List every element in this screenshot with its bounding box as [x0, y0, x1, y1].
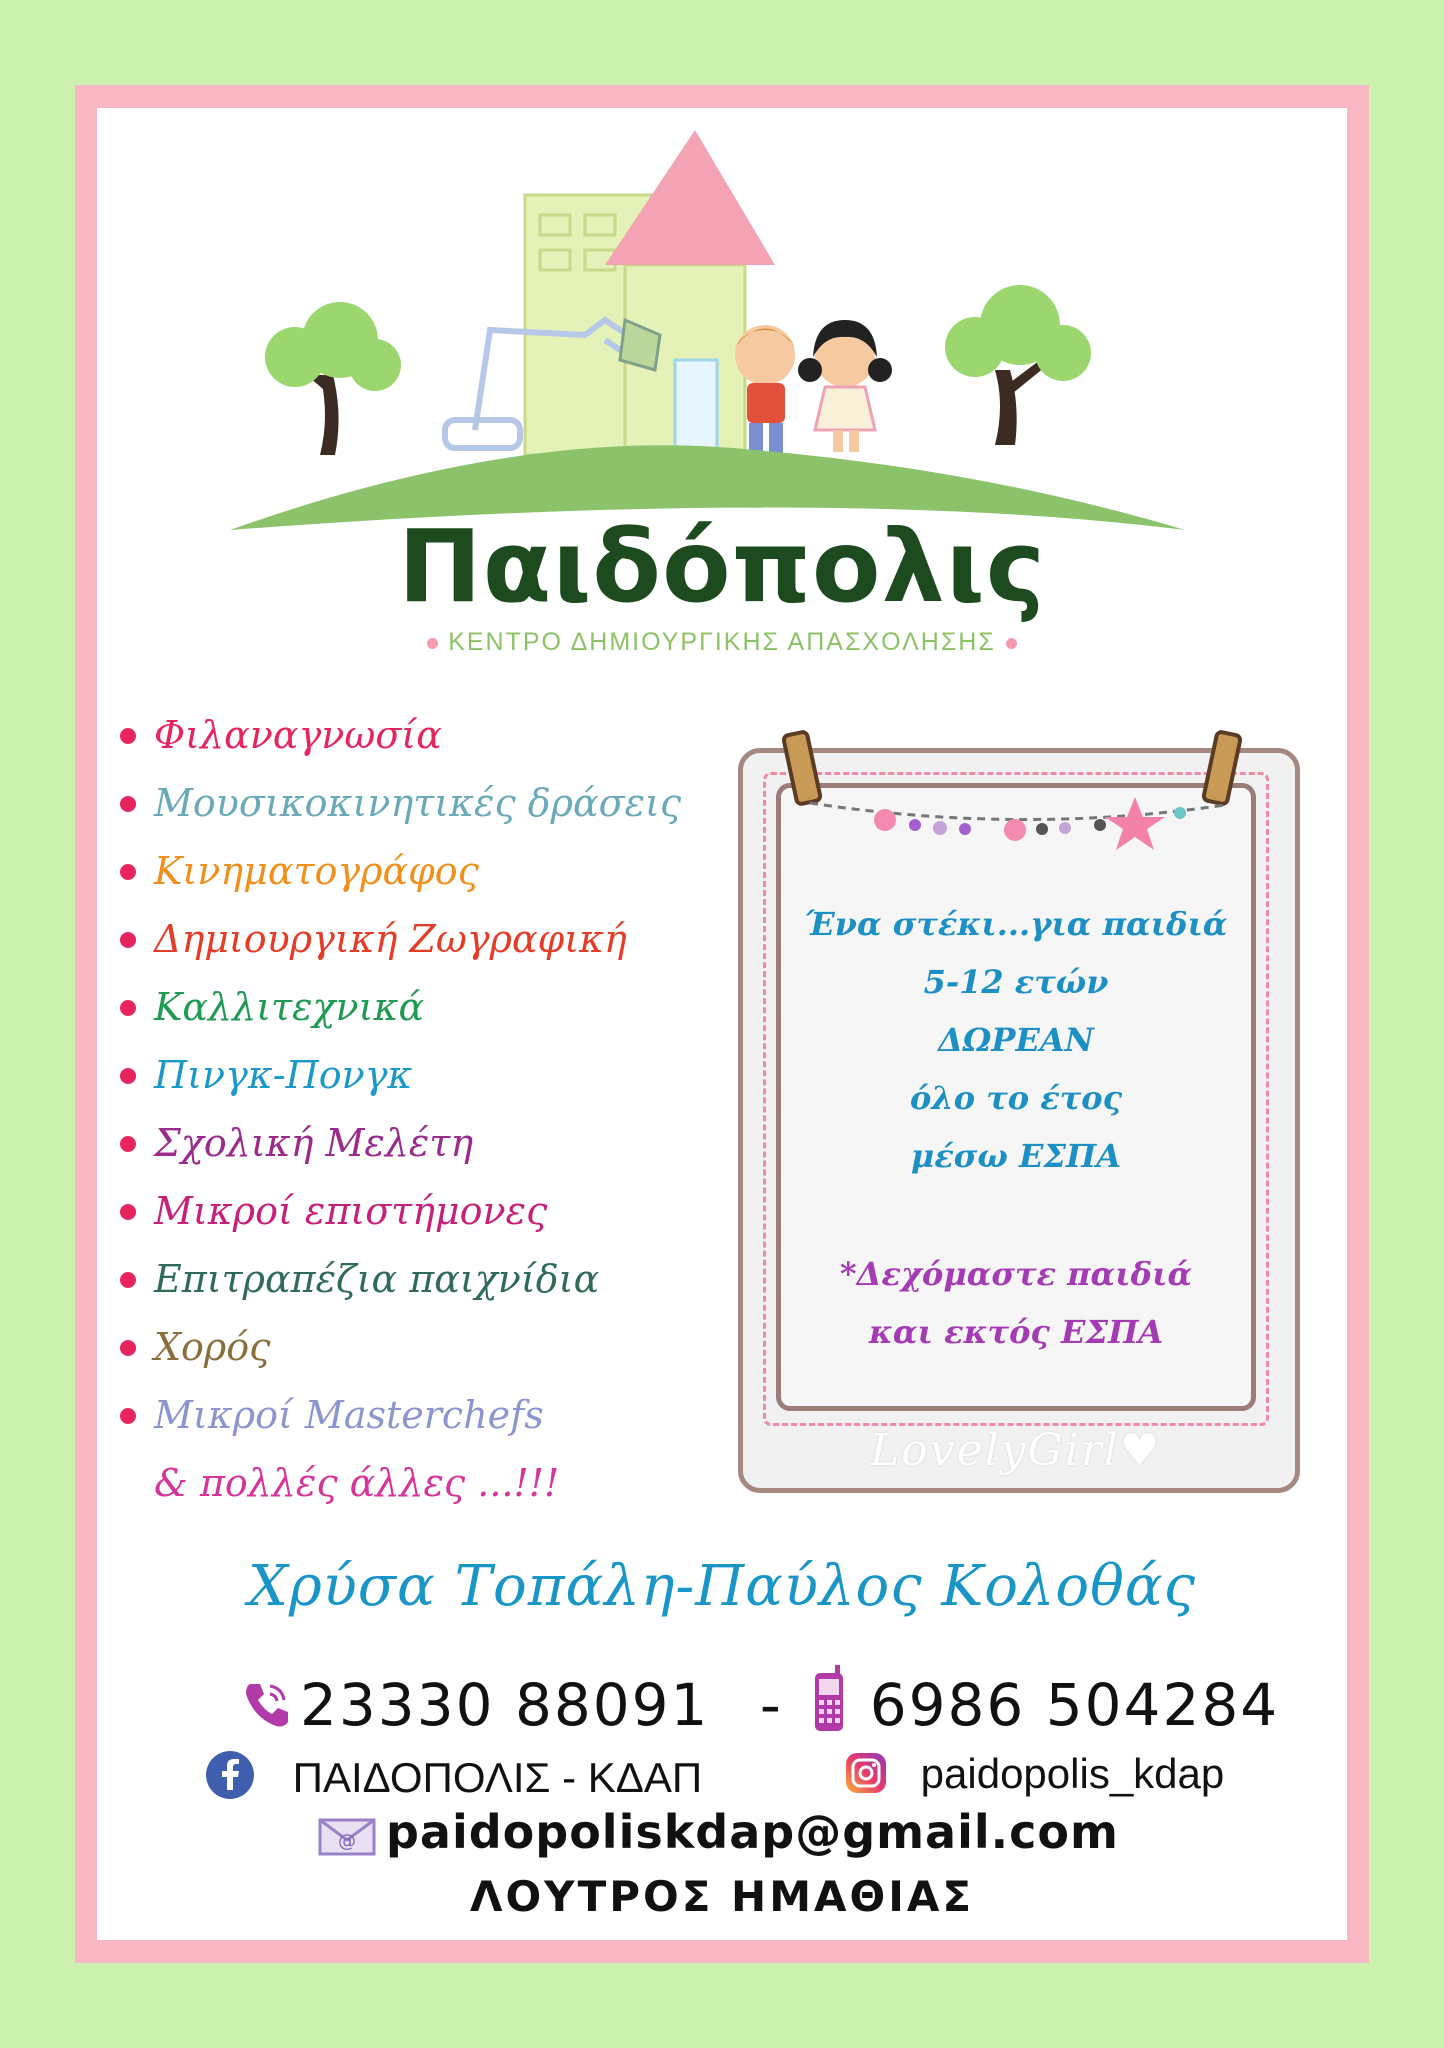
- activity-label: Μουσικοκινητικές δράσεις: [154, 781, 682, 825]
- phone-mobile[interactable]: 6986 504284: [869, 1671, 1280, 1739]
- note-line: Ένα στέκι...για παιδιά: [804, 905, 1228, 943]
- note-line: μέσω ΕΣΠΑ: [910, 1137, 1122, 1175]
- bullet-icon: [120, 932, 136, 948]
- bullet-icon: [120, 796, 136, 812]
- watermark: LovelyGirl♥: [870, 1425, 1162, 1476]
- note-decoration: [770, 725, 1270, 865]
- mobile-phone-icon: [809, 1665, 849, 1735]
- note-line: ΔΩΡΕΑΝ: [938, 1021, 1094, 1059]
- activity-item: [118, 980, 738, 1048]
- activity-label: Φιλαναγνωσία: [154, 713, 442, 757]
- activity-label: Χορός: [154, 1325, 271, 1369]
- girl-icon: [798, 320, 892, 452]
- phone-landline[interactable]: 23330 88091: [300, 1671, 710, 1739]
- activities-list: [118, 708, 738, 1524]
- facebook-icon: [205, 1750, 255, 1800]
- bullet-icon: [120, 1000, 136, 1016]
- activity-item: [118, 1456, 738, 1524]
- star-icon: [1105, 797, 1165, 850]
- email-icon: [318, 1816, 376, 1856]
- activity-label: & πολλές άλλες ...!!!: [154, 1461, 560, 1505]
- note-line: *Δεχόμαστε παιδιά: [839, 1255, 1193, 1293]
- activity-label: Κινηματογράφος: [154, 849, 479, 893]
- tree-right-icon: [945, 285, 1091, 445]
- activity-item: [118, 912, 738, 980]
- bullet-icon: [120, 1136, 136, 1152]
- bullet-icon: [120, 1068, 136, 1084]
- building-icon: [525, 130, 775, 455]
- instagram-icon: [845, 1752, 887, 1794]
- facebook-link[interactable]: [205, 1750, 702, 1802]
- facebook-label: ΠΑΙΔΟΠΟΛΙΣ - ΚΔΑΠ: [292, 1754, 703, 1801]
- tree-left-icon: [265, 302, 401, 455]
- phone-separator: -: [759, 1671, 783, 1739]
- svg-text:@: @: [338, 1831, 356, 1852]
- activity-item: [118, 1252, 738, 1320]
- activity-item: [118, 1388, 738, 1456]
- email-link[interactable]: paidopoliskdap@gmail.com: [386, 1805, 1119, 1859]
- instagram-label: paidopolis_kdap: [920, 1750, 1225, 1797]
- dot-icon: [427, 638, 438, 649]
- activity-item: [118, 1320, 738, 1388]
- activity-item: [118, 1184, 738, 1252]
- activity-label: Καλλιτεχνικά: [154, 985, 425, 1029]
- bullet-icon: [120, 1204, 136, 1220]
- activity-label: Σχολική Μελέτη: [154, 1121, 474, 1165]
- note-line: και εκτός ΕΣΠΑ: [868, 1313, 1164, 1351]
- activity-item: [118, 844, 738, 912]
- activity-label: Επιτραπέζια παιχνίδια: [154, 1257, 600, 1301]
- activity-item: [118, 1116, 738, 1184]
- activity-label: Μικροί επιστήμονες: [154, 1189, 548, 1233]
- clothespin-right-icon: [1203, 731, 1241, 804]
- activity-label: Πινγκ-Πονγκ: [154, 1053, 413, 1097]
- phone-line: [300, 1665, 1279, 1739]
- bullet-icon: [120, 1272, 136, 1288]
- note-line: 5-12 ετών: [923, 963, 1109, 1001]
- instagram-link[interactable]: [845, 1750, 1224, 1798]
- dot-icon: [1006, 638, 1017, 649]
- bullet-icon: [120, 864, 136, 880]
- clothespin-left-icon: [783, 731, 821, 804]
- activity-label: Δημιουργική Ζωγραφική: [154, 917, 627, 961]
- bullet-icon: [120, 728, 136, 744]
- activity-item: [118, 708, 738, 776]
- activity-item: [118, 1048, 738, 1116]
- bullet-icon: [120, 1408, 136, 1424]
- contact-people: Χρύσα Τοπάλη-Παύλος Κολοθάς: [247, 1554, 1197, 1619]
- note-line: όλο το έτος: [909, 1079, 1123, 1117]
- activity-label: Μικροί Masterchefs: [154, 1393, 544, 1437]
- logo-subtitle: [0, 628, 1444, 657]
- logo-subtitle-text: ΚΕΝΤΡΟ ΔΗΜΙΟΥΡΓΙΚΗΣ ΑΠΑΣΧΟΛΗΣΗΣ: [448, 628, 996, 656]
- activity-item: [118, 776, 738, 844]
- phone-icon: [240, 1678, 292, 1730]
- logo-title: Παιδόπολις: [397, 508, 1047, 625]
- logo-illustration: [225, 125, 1215, 545]
- bullet-icon: [120, 1340, 136, 1356]
- location: ΛΟΥΤΡΟΣ ΗΜΑΘΙΑΣ: [469, 1872, 975, 1921]
